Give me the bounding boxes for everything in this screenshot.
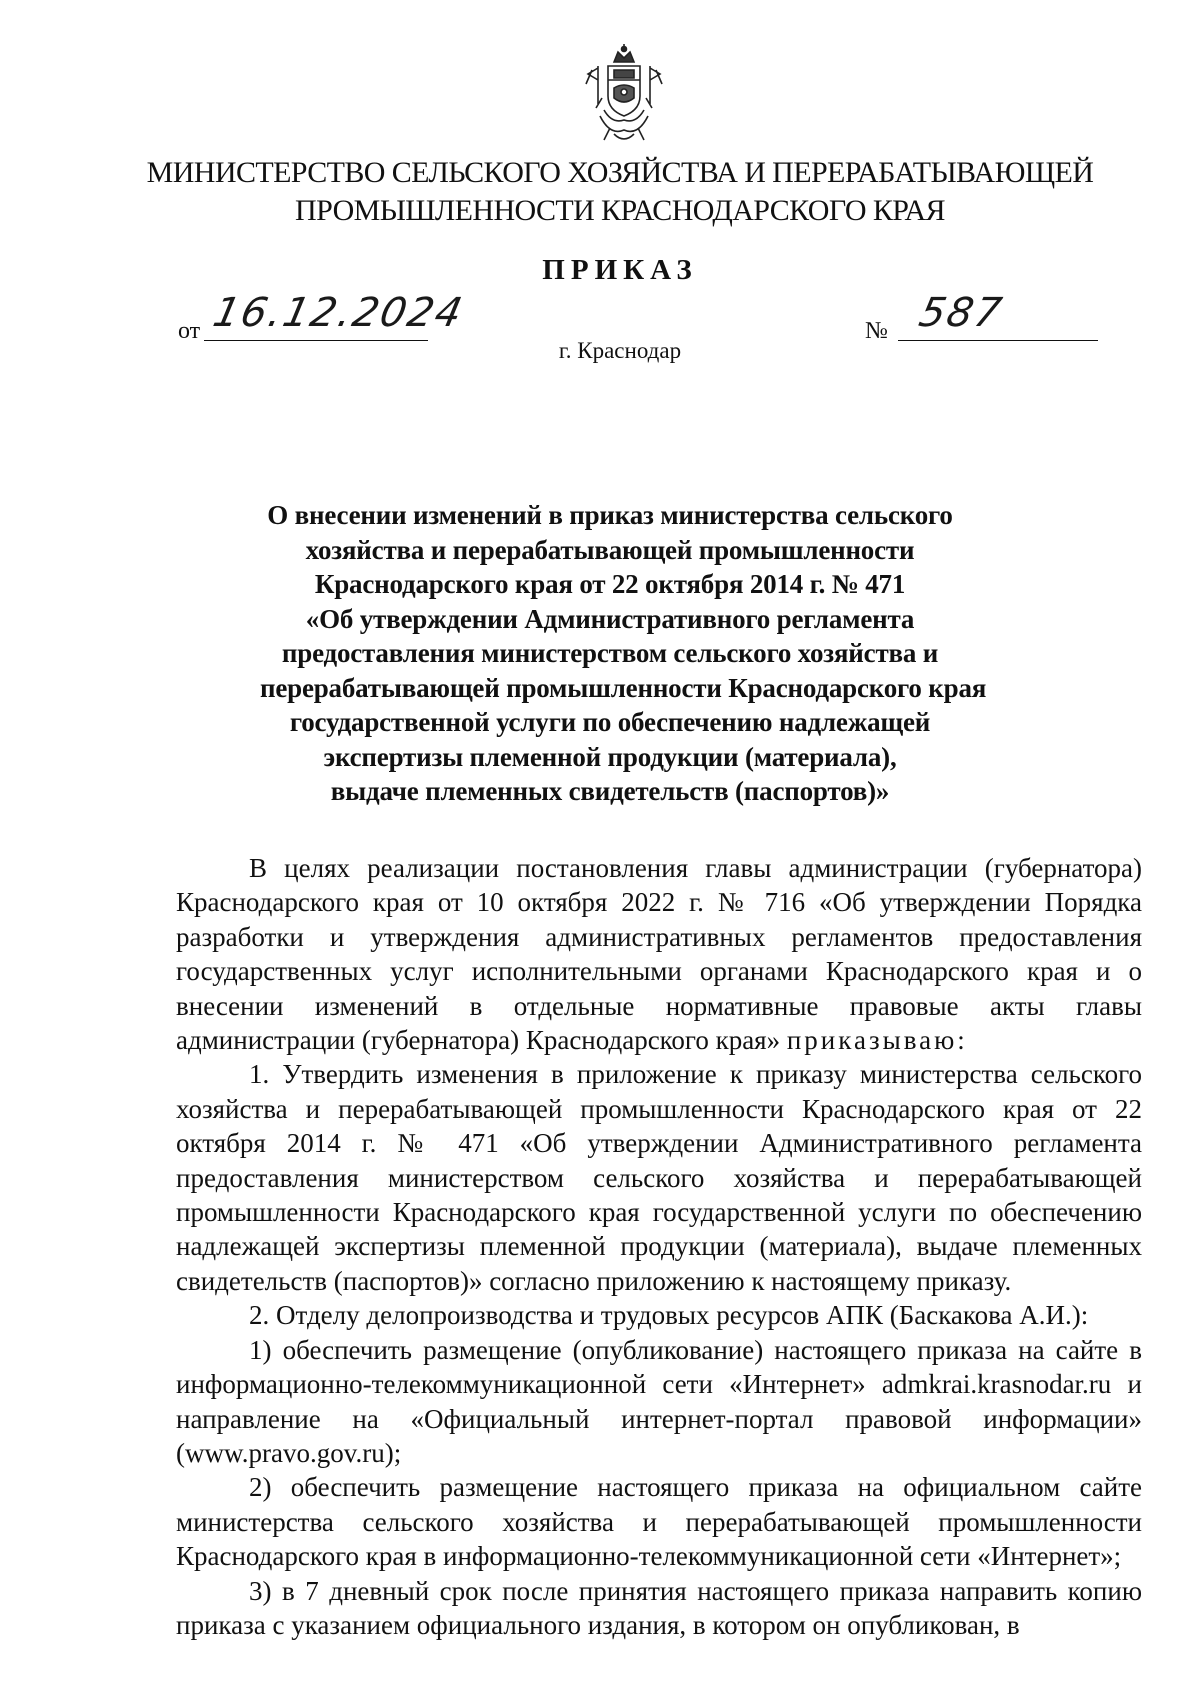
handwritten-date: 16.12.2024 [209, 290, 468, 336]
subject-line: перерабатывающей промышленности Краснодарского края [260, 672, 987, 703]
subject-line: предоставления министерством сельского хозяйства и [281, 638, 939, 668]
subject-line: О внесении изменений в приказ министерства сельского [267, 500, 953, 530]
subject-line: Краснодарского края от 22 октября 2014 г. № 471 [314, 569, 906, 599]
subject-line: государственной услуги по обеспечению надлежащей [289, 707, 931, 737]
item-2-3-paragraph: 3) в 7 дневный срок после принятия настоящего приказа направить копию приказа с указанием официального издания, в котором он опубликован, в [176, 1575, 1142, 1640]
ministry-name [120, 154, 1120, 230]
item-2-paragraph: 2. Отделу делопроизводства и трудовых ресурсов АПК (Баскакова А.И.): [249, 1300, 1089, 1331]
handwritten-number: 587 [915, 290, 1008, 336]
subject-line: выдаче племенных свидетельств (паспортов)» [330, 776, 890, 806]
item-2-1-paragraph: 1) обеспечить размещение (опубликование) настоящего приказа на сайте в информационно-телекоммуникационной сети «Интернет» admkrai.krasnodar.ru и направление на «Официальный интернет-портал правовой информации» (www.pravo.gov.ru); [176, 1334, 1142, 1468]
date-prefix: от [178, 318, 201, 344]
item-2-2-paragraph: 2) обеспечить размещение настоящего приказа на официальном сайте министерства сельского хозяйства и перерабатывающей промышленности Краснодарского края в информационно-телекоммуникационной сети «Интернет»; [176, 1472, 1142, 1572]
subject-line: экспертизы племенной продукции (материала), [323, 741, 897, 772]
order-verb: приказываю: [786, 1025, 968, 1056]
order-subject [260, 498, 987, 809]
item-1-paragraph: 1. Утвердить изменения в приложение к приказу министерства сельского хозяйства и перерабатывающей промышленности Краснодарского края от 22 октября 2014 г. № 471 «Об утверждении Административного регламента предоставления министерством сельского хозяйства и перерабатывающей промышленности Краснодарского края государственной услуги по обеспечению надлежащей экспертизы племенной продукции (материала), выдаче племенных свидетельств (паспортов)» согласно приложению к настоящему приказу. [176, 1059, 1142, 1296]
subject-line: хозяйства и перерабатывающей промышленности [305, 534, 915, 565]
order-title: ПРИКАЗ [542, 254, 698, 286]
preamble-text: В целях реализации постановления главы администрации (губернатора) Краснодарского края от 10 октября 2022 г. № 716 «Об утверждении Порядка разработки и утверждения административных регламентов предоставления государственных услуг исполнительными органами Краснодарского края и о внесении изменений в отдельные нормативные правовые акты главы администрации (губернатора) Краснодарского края» [176, 853, 1142, 1056]
order-body [176, 851, 1142, 1642]
number-prefix: № [865, 318, 888, 344]
subject-line: «Об утверждении Административного регламента [305, 603, 915, 634]
preamble-paragraph [176, 851, 1142, 1057]
coat-of-arms-icon [584, 44, 664, 148]
ministry-name-line-2: ПРОМЫШЛЕННОСТИ КРАСНОДАРСКОГО КРАЯ [295, 194, 945, 227]
city-label: г. Краснодар [558, 338, 682, 363]
ministry-name-line-1: МИНИСТЕРСТВО СЕЛЬСКОГО ХОЗЯЙСТВА И ПЕРЕРАБАТЫВАЮЩЕЙ [146, 156, 1094, 189]
